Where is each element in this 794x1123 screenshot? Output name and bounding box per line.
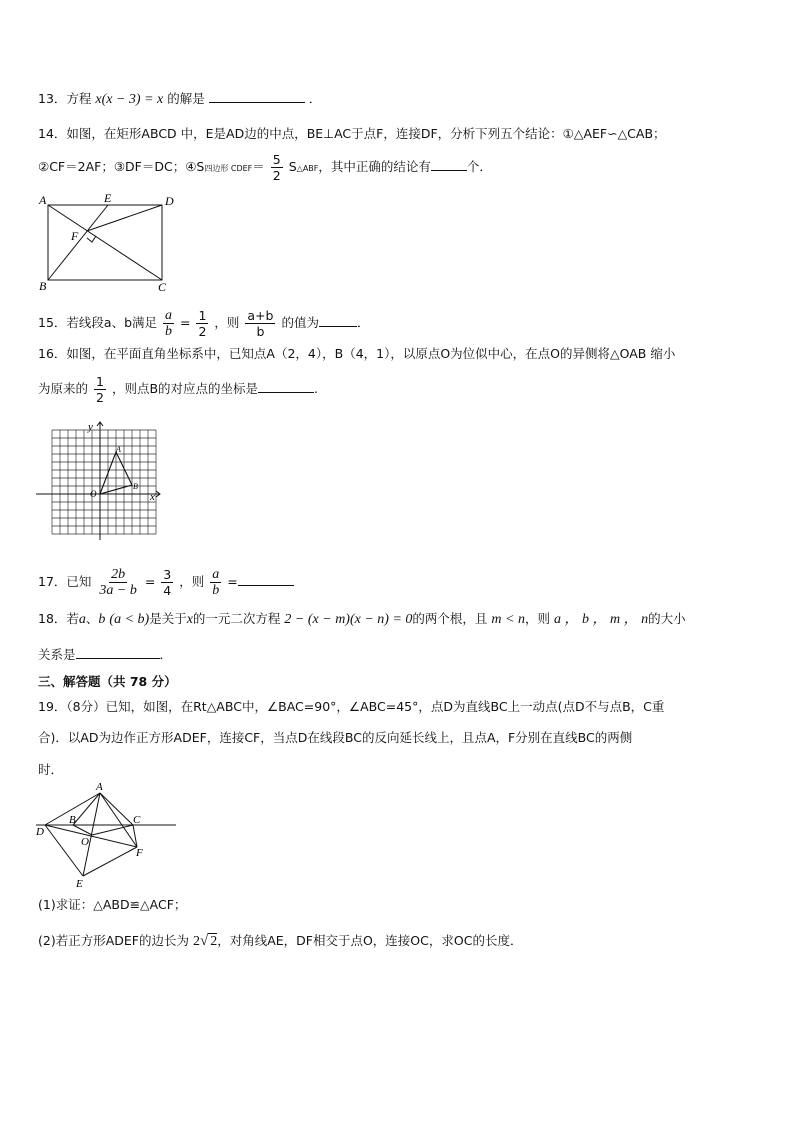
q14-frac-den: 2 <box>272 168 281 183</box>
q19-text-2: 合)．以AD为边作正方形ADEF，连接CF，当点D在线段BC的反向延长线上，且点A，F分别在直线BC的两侧 <box>38 730 633 745</box>
q15-frac-2 <box>196 308 208 339</box>
q19-text-1: 19．（8分）已知，如图，在Rt△ABC中，∠BAC=90°，∠ABC=45°，点D为直线BC上一动点(点D不与点B，C重 <box>38 699 665 714</box>
q17-eq2: = <box>227 574 238 589</box>
q18-var-b: b <box>98 612 106 627</box>
q15-frac-1 <box>163 308 174 339</box>
q14-label-e: E <box>104 192 112 205</box>
q19-oc <box>92 825 133 835</box>
q17-frac3-den: b <box>212 583 220 598</box>
q14-label-d: D <box>165 194 174 208</box>
q19-radicand: 2 <box>210 934 218 949</box>
q14-frac-num: 5 <box>272 152 281 167</box>
q14-text-1: 14．如图，在矩形ABCD 中，E是AD边的中点，BE⊥AC于点F，连接DF，分析下列五个结论：①△AEF∽△CAB； <box>38 126 666 141</box>
question-18-line2 <box>38 645 172 664</box>
q18-text-d: 的两个根，且 <box>412 611 488 626</box>
q18-text-f: 的大小 <box>648 611 686 626</box>
q16-label-x: x <box>150 491 155 503</box>
question-17 <box>38 567 294 598</box>
q15-frac3-num: a+b <box>247 308 274 323</box>
q13-tail: 的解是 <box>167 91 205 106</box>
q19-label-a: A <box>96 781 103 793</box>
q18-text-line2: 关系是 <box>38 647 76 662</box>
q19-ab <box>73 793 100 825</box>
q14-segment-df <box>87 205 162 231</box>
q19-af <box>100 793 137 847</box>
q14-text-2a: ②CF＝2AF；③DF＝DC；④S <box>38 159 205 174</box>
question-16-line2 <box>38 374 318 405</box>
q17-answer-blank[interactable] <box>238 572 294 586</box>
q14-sub-1: 四边形 CDEF <box>204 164 253 173</box>
q18-text-b: 是关于 <box>149 611 187 626</box>
question-13 <box>38 89 321 109</box>
q13-end: ． <box>308 91 322 106</box>
q13-equation: x(x − 3) = x <box>95 92 164 107</box>
q19-text-3: 时． <box>38 762 64 777</box>
q19-ef <box>83 847 137 876</box>
question-19-line1 <box>38 698 664 716</box>
q15-eq: = <box>179 315 191 330</box>
q17-frac-1 <box>97 567 138 598</box>
q14-diagonal-ac <box>48 205 162 280</box>
question-16-line1 <box>38 345 675 363</box>
question-14-line1 <box>38 125 666 143</box>
q18-sep: 、 <box>85 611 99 626</box>
q16-text-2b: ，则点B的对应点的坐标是 <box>111 381 259 396</box>
q16-coordinate-grid-figure <box>36 418 166 542</box>
q18-var-a: a <box>78 612 86 627</box>
q14-eq: ＝ <box>252 159 265 174</box>
q18-condition-2: m < n <box>491 612 525 627</box>
q17-frac1-den: 3a − b <box>99 583 137 598</box>
q19-part2-text-b: ，对角线AE，DF相交于点O，连接OC，求OC的长度． <box>217 933 523 948</box>
q14-right-angle-mark <box>87 236 96 242</box>
q18-equation: 2 − (x − m)(x − n) = 0 <box>284 612 413 627</box>
q15-frac1-den: b <box>165 324 172 339</box>
q16-fraction <box>94 374 106 405</box>
q18-var-x: x <box>186 612 193 627</box>
q14-text-2b: S <box>288 159 297 174</box>
q16-frac-num: 1 <box>96 374 104 389</box>
question-19-part1 <box>38 896 186 914</box>
question-14-line2 <box>38 152 492 183</box>
q19-ac <box>100 793 133 825</box>
question-15 <box>38 308 369 339</box>
q19-label-f: F <box>136 847 143 859</box>
q18-text-c: 的一元二次方程 <box>192 611 281 626</box>
q19-coefficient: 2 <box>192 934 200 949</box>
q18-condition: (a < b) <box>109 612 150 627</box>
q18-var-list: a ， b ， m ， n <box>553 612 649 627</box>
q19-square-figure <box>36 780 181 890</box>
q16-label-y: y <box>88 421 93 433</box>
q17-eq: = <box>144 574 156 589</box>
q14-rectangle-figure <box>36 192 181 292</box>
question-19-part2: (2)若正方形ADEF的边长为 2√ 2，对角线AE，DF相交于点O，连接OC，求OC的长度． <box>38 933 523 949</box>
q15-text-b: ，则 <box>214 315 240 330</box>
q14-label-b: B <box>39 279 47 292</box>
q18-text-a: 18．若 <box>38 611 79 626</box>
q17-frac-3 <box>210 567 221 598</box>
q15-frac-3 <box>245 308 275 339</box>
q14-label-a: A <box>39 193 47 207</box>
q19-label-o: O <box>81 836 89 848</box>
q19-label-c: C <box>133 814 141 826</box>
q16-end: . <box>314 381 318 396</box>
q19-label-e: E <box>76 878 83 890</box>
q16-answer-blank[interactable] <box>258 379 314 393</box>
q18-text-e: ，则 <box>524 611 550 626</box>
q19-part1-text: (1)求证：△ABD≌△ACF； <box>38 897 187 912</box>
q16-label-b: B <box>133 482 138 491</box>
q17-frac1-num: 2b <box>111 567 126 582</box>
q17-text-b: ，则 <box>179 574 205 589</box>
q19-label-b: B <box>69 814 76 826</box>
q15-end: ． <box>356 315 370 330</box>
question-18-line1 <box>38 610 686 629</box>
q15-answer-blank[interactable] <box>319 313 357 327</box>
q13-answer-blank[interactable] <box>209 89 305 103</box>
section-3-title-text: 三、解答题（共 78 分） <box>38 674 177 689</box>
q16-text-1: 16．如图，在平面直角坐标系中，已知点A（2，4），B（4，1），以原点O为位似中心，在点O的异侧将△OAB 缩小 <box>38 346 676 361</box>
section-3-title <box>38 673 177 691</box>
q15-text-c: 的值为 <box>281 315 319 330</box>
q16-text-2a: 为原来的 <box>38 381 89 396</box>
q17-frac2-den: 4 <box>163 583 172 598</box>
q14-fraction <box>271 152 283 183</box>
q14-text-2c: ，其中正确的结论有 <box>318 159 431 174</box>
q14-label-f: F <box>71 229 79 243</box>
q15-text-a: 15．若线段a、b满足 <box>38 315 158 330</box>
question-19-line3 <box>38 761 63 779</box>
q17-frac-2 <box>161 567 173 598</box>
q16-label-o: O <box>90 489 97 499</box>
q14-end: 个． <box>466 159 492 174</box>
q15-frac3-den: b <box>256 324 265 339</box>
q16-frac-den: 2 <box>96 390 104 405</box>
q15-frac2-den: 2 <box>198 324 207 339</box>
q18-end: ． <box>159 647 173 662</box>
q17-frac3-num: a <box>212 567 220 582</box>
q14-sub-2: △ABF <box>296 164 319 173</box>
q14-label-c: C <box>158 280 167 292</box>
q13-prefix: 13．方程 <box>38 91 92 106</box>
q17-text-a: 17．已知 <box>38 574 92 589</box>
q18-answer-blank[interactable] <box>76 645 160 659</box>
q15-frac2-num: 1 <box>198 308 207 323</box>
q19-label-d: D <box>36 826 44 838</box>
q16-label-a: A <box>116 445 121 454</box>
q17-frac2-num: 3 <box>163 567 172 582</box>
question-19-line2 <box>38 729 632 747</box>
q15-frac1-num: a <box>165 308 172 323</box>
q14-answer-blank[interactable] <box>431 157 467 171</box>
q19-part2-text-a: (2)若正方形ADEF的边长为 <box>38 933 189 948</box>
